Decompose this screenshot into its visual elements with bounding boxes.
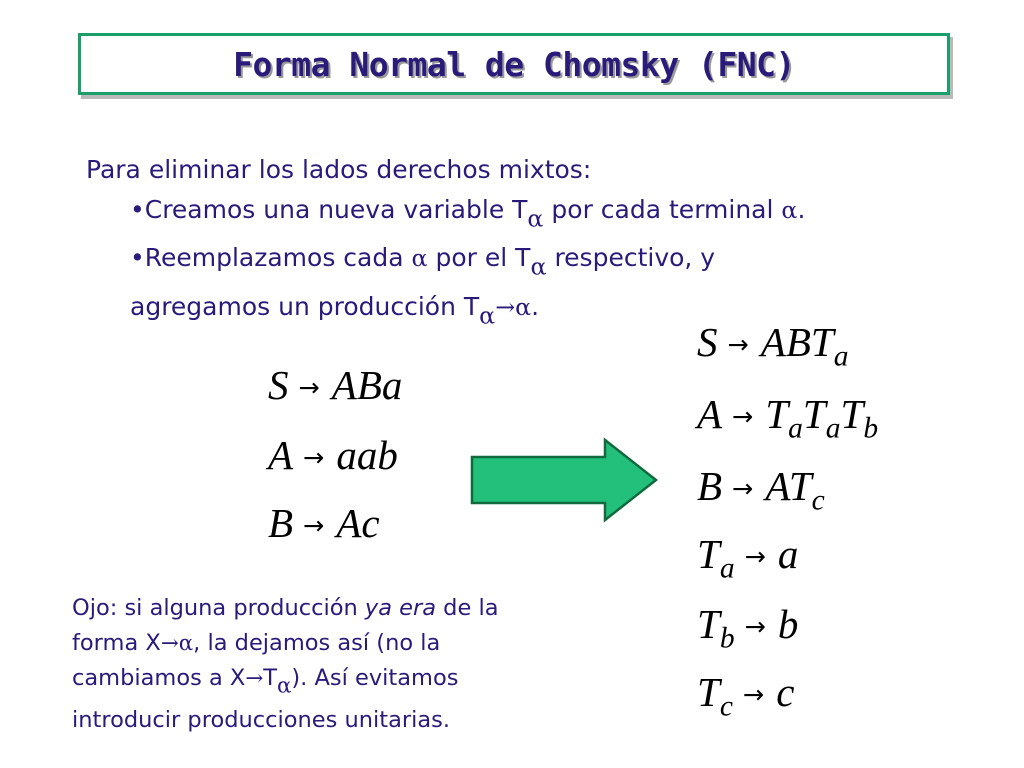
rule-arrow-icon: → [742, 678, 765, 709]
note-fragment: forma X [72, 630, 161, 656]
greek-symbol: α [781, 196, 798, 224]
note-fragment: ). Así evitamos [291, 665, 459, 691]
bullet-text: agregamos un producción T [130, 291, 480, 321]
title-box [78, 33, 950, 95]
note-fragment: T [263, 665, 277, 691]
subscript: α [527, 204, 544, 233]
slide-title: Forma Normal de Chomsky (FNC) [233, 44, 795, 84]
subscript: b [719, 622, 735, 655]
production-rule [697, 531, 799, 585]
rule-rhs: ABT [760, 319, 834, 365]
bullet-text: por cada terminal [543, 195, 782, 224]
rule-arrow-icon: → [303, 509, 325, 540]
note-line [72, 626, 662, 661]
rule-lhs: B [268, 500, 294, 546]
rule-arrow-icon: → [732, 400, 754, 431]
intro-text [86, 150, 805, 335]
rule-rhs: c [776, 669, 795, 715]
note-line [72, 661, 662, 703]
rule-lhs: T [697, 531, 720, 577]
rule-rhs: T [840, 391, 864, 437]
rule-lhs: A [268, 432, 294, 478]
bullet-text: . [797, 195, 806, 224]
rule-rhs: b [777, 601, 799, 647]
rule-lhs: S [697, 319, 718, 365]
production-rule [697, 463, 825, 517]
rule-rhs: aab [336, 432, 398, 478]
rule-lhs: B [697, 463, 723, 509]
rule-arrow-icon: → [727, 328, 749, 359]
rule-rhs: AT [765, 463, 812, 509]
bullet-text: •Reemplazamos cada [130, 243, 412, 273]
production-rule [268, 432, 398, 478]
rule-arrow-icon: → [732, 472, 754, 503]
subscript: α [530, 252, 547, 281]
rule-lhs: T [697, 669, 720, 715]
bullet-text: . [531, 291, 540, 321]
subscript: α [479, 300, 496, 329]
rule-arrow-icon: → [744, 540, 766, 571]
note-fragment: de la [436, 595, 499, 621]
note-fragment: cambiamos a X [72, 665, 246, 691]
note-text [72, 591, 662, 738]
rule-lhs: A [697, 391, 723, 437]
production-rule [268, 362, 403, 408]
note-line [72, 591, 662, 626]
note-fragment: Ojo: si alguna producción [72, 595, 365, 621]
subscript: a [788, 412, 803, 445]
subscript: c [719, 690, 733, 723]
greek-symbol: α [178, 631, 194, 656]
note-emphasis: ya era [364, 595, 437, 621]
production-rule [697, 669, 795, 723]
original-grammar [268, 362, 468, 555]
rule-rhs: T [765, 391, 789, 437]
subscript: α [276, 673, 292, 699]
rule-lhs: T [697, 601, 720, 647]
production-rule [697, 601, 799, 655]
transformed-grammar [697, 319, 937, 723]
subscript: a [833, 340, 849, 373]
note-fragment: , la dejamos así (no la [193, 630, 441, 656]
transform-arrow-shape [472, 440, 656, 520]
arrow-symbol: → [160, 631, 179, 656]
rule-rhs: Ac [336, 500, 380, 546]
rule-arrow-icon: → [303, 441, 325, 472]
subscript: a [825, 412, 841, 445]
rule-arrow-icon: → [744, 610, 766, 641]
bullet-text: por el T [427, 243, 531, 273]
arrow-symbol: → [495, 292, 516, 321]
bullet-text: respectivo, y [546, 243, 716, 273]
rule-rhs: T [802, 391, 826, 437]
production-rule [697, 319, 849, 373]
bullet-text: •Creamos una nueva variable T [130, 195, 528, 224]
rule-rhs: ABa [331, 362, 403, 408]
greek-symbol: α [411, 244, 428, 273]
intro-line: Para eliminar los lados derechos mixtos: [86, 155, 592, 184]
rule-arrow-icon: → [298, 371, 320, 402]
production-rule [268, 500, 380, 546]
rule-lhs: S [268, 362, 289, 408]
production-rule [697, 391, 879, 445]
subscript: c [811, 484, 825, 517]
bullet-replace [86, 238, 805, 286]
note-line: introducir producciones unitarias. [72, 707, 451, 734]
subscript: b [863, 412, 879, 445]
greek-symbol: α [515, 292, 532, 321]
bullet-new-variable [86, 190, 805, 238]
arrow-symbol: → [245, 666, 264, 691]
subscript: a [719, 552, 735, 585]
transform-arrow-icon [470, 437, 660, 527]
rule-rhs: a [777, 531, 799, 577]
